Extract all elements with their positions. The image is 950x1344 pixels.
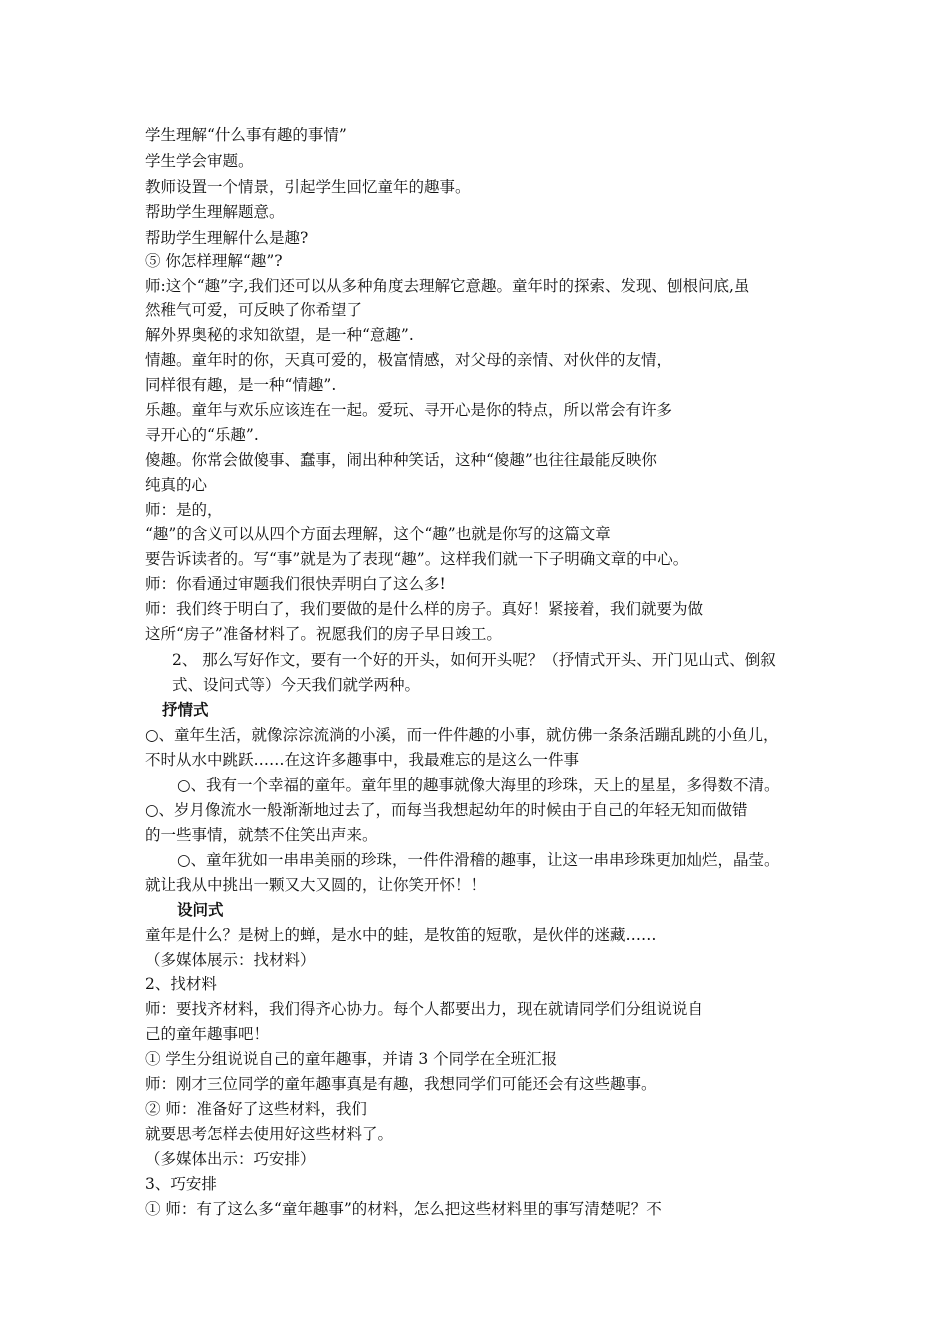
text-line: 式、设问式等）今天我们就学两种。 <box>172 676 421 694</box>
text-line: 这所“房子”准备材料了。祝愿我们的房子早日竣工。 <box>145 625 502 643</box>
text-line: 学生理解“什么事有趣的事情” <box>145 126 347 144</box>
text-line: “趣”的含义可以从四个方面去理解，这个“趣”也就是你写的这篇文章 <box>145 525 611 543</box>
text-line: 己的童年趣事吧！ <box>145 1025 270 1043</box>
text-line: 学生学会审题。 <box>145 152 254 170</box>
text-line: 要告诉读者的。写“事”就是为了表现“趣”。这样我们就一下子明确文章的中心。 <box>145 550 689 568</box>
text-line: ○、岁月像流水一般渐渐地过去了，而每当我想起幼年的时候由于自己的年轻无知而做错 <box>145 801 748 819</box>
text-line: ○、我有一个幸福的童年。童年里的趣事就像大海里的珍珠，天上的星星，多得数不清。 <box>177 776 780 794</box>
text-line: 情趣。童年时的你，天真可爱的，极富情感，对父母的亲情、对伙伴的友情， <box>145 351 673 369</box>
text-line: 师:这个“趣”字,我们还可以从多种角度去理解它意趣。童年时的探索、发现、刨根问底,虽 <box>145 277 750 295</box>
text-line: 师：是的， <box>145 501 223 519</box>
text-line: ○、童年犹如一串串美丽的珍珠，一件件滑稽的趣事，让这一串串珍珠更加灿烂，晶莹。 <box>177 851 780 869</box>
text-line: ⑤ 你怎样理解“趣”? <box>145 252 283 270</box>
text-line: （多媒体出示：巧安排） <box>145 1150 316 1168</box>
text-line: 的一些事情，就禁不住笑出声来。 <box>145 826 378 844</box>
text-line: ① 学生分组说说自己的童年趣事，并请 3 个同学在全班汇报 <box>145 1050 558 1068</box>
text-line: 童年是什么？是树上的蝉，是水中的蛙，是牧笛的短歌，是伙伴的迷藏…… <box>145 926 657 944</box>
text-line: 师：要找齐材料，我们得齐心协力。每个人都要出力，现在就请同学们分组说说自 <box>145 1000 704 1018</box>
text-line: 纯真的心 <box>145 476 208 494</box>
text-line: 教师设置一个情景，引起学生回忆童年的趣事。 <box>145 178 471 196</box>
text-line: ② 师：准备好了这些材料，我们 <box>145 1100 367 1118</box>
text-line: ① 师：有了这么多“童年趣事”的材料，怎么把这些材料里的事写清楚呢？不 <box>145 1200 662 1218</box>
text-line: 寻开心的“乐趣”. <box>145 426 259 444</box>
text-line: 傻趣。你常会做傻事、蠢事，闹出种种笑话，这种“傻趣”也往往最能反映你 <box>145 451 657 469</box>
text-line: 就要思考怎样去使用好这些材料了。 <box>145 1125 394 1143</box>
text-line: 帮助学生理解题意。 <box>145 203 285 221</box>
text-line: 乐趣。童年与欢乐应该连在一起。爱玩、寻开心是你的特点，所以常会有许多 <box>145 401 673 419</box>
text-line: 帮助学生理解什么是趣? <box>145 229 309 247</box>
section-heading: 设问式 <box>177 900 224 919</box>
text-line: （多媒体展示：找材料） <box>145 951 316 969</box>
text-line: 2、 那么写好作文，要有一个好的开头，如何开头呢？（抒情式开头、开门见山式、倒叙 <box>172 651 776 669</box>
text-line: 师：我们终于明白了，我们要做的是什么样的房子。真好！紧接着，我们就要为做 <box>145 600 704 618</box>
section-heading: 抒情式 <box>162 700 209 719</box>
text-line: 不时从水中跳跃……在这许多趣事中，我最难忘的是这么一件事 <box>145 751 580 769</box>
text-line: 解外界奥秘的求知欲望，是一种“意趣”. <box>145 326 414 344</box>
text-line: 师：你看通过审题我们很快弄明白了这么多! <box>145 575 446 593</box>
text-line: 然稚气可爱，可反映了你希望了 <box>145 301 363 319</box>
text-line: 3、巧安排 <box>145 1175 217 1193</box>
text-line: 2、找材料 <box>145 975 217 993</box>
text-line: 师：刚才三位同学的童年趣事真是有趣，我想同学们可能还会有这些趣事。 <box>145 1075 657 1093</box>
text-line: 同样很有趣，是一种“情趣”. <box>145 376 337 394</box>
text-line: 就让我从中挑出一颗又大又圆的，让你笑开怀！！ <box>145 876 487 894</box>
text-line: ○、童年生活，就像淙淙流淌的小溪，而一件件趣的小事，就仿佛一条条活蹦乱跳的小鱼儿， <box>145 726 779 744</box>
